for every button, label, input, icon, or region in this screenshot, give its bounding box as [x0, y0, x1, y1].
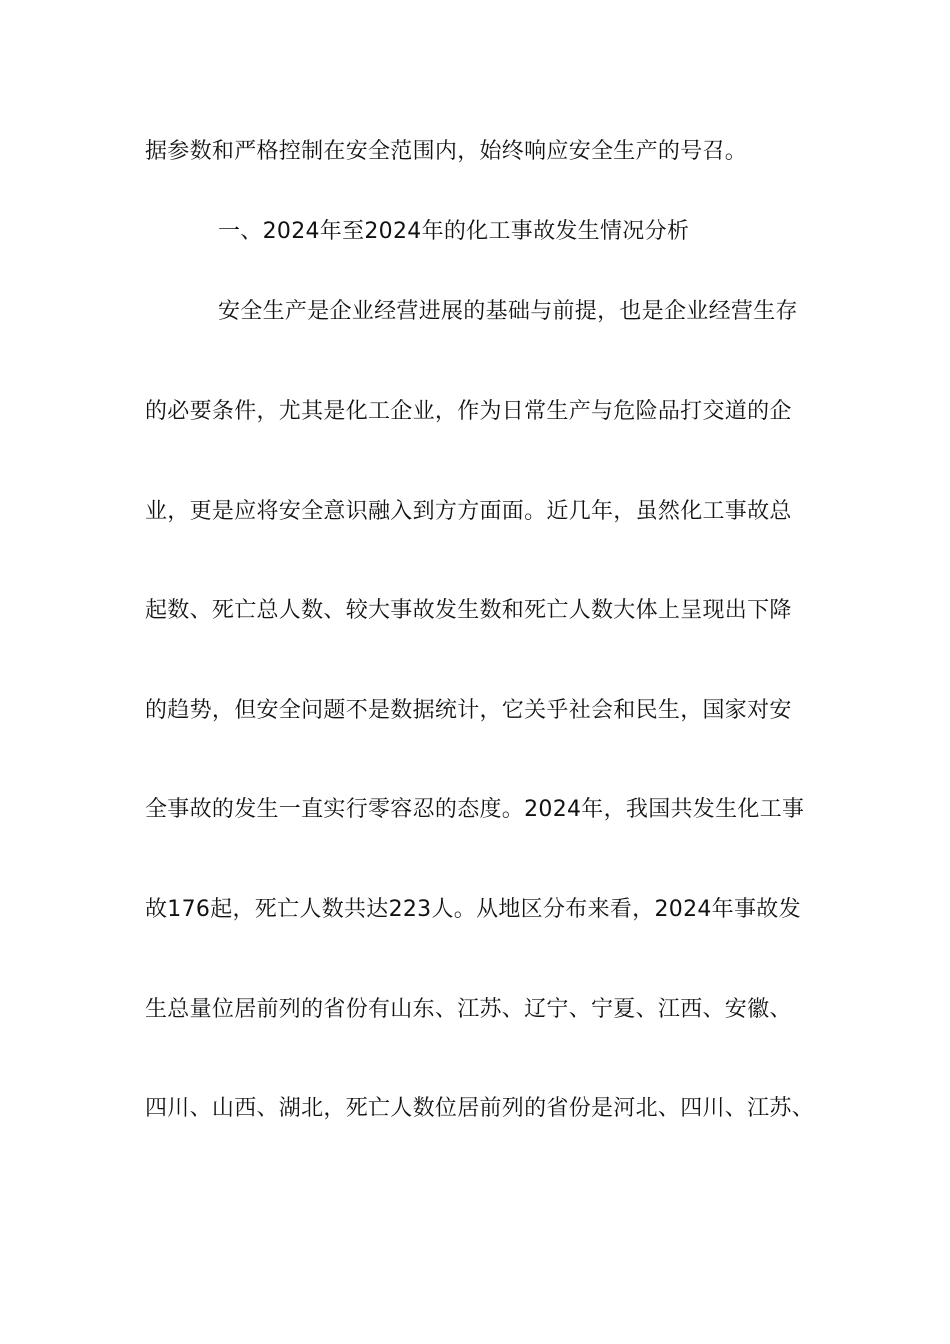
- paragraph-line: 据参数和严格控制在安全范围内，始终响应安全生产的号召。: [145, 139, 748, 164]
- paragraph-line: 生总量位居前列的省份有山东、江苏、辽宁、宁夏、江西、安徽、: [145, 997, 792, 1022]
- paragraph-line: 业，更是应将安全意识融入到方方面面。近几年，虽然化工事故总: [145, 499, 792, 524]
- paragraph-line: 的趋势，但安全问题不是数据统计，它关乎社会和民生，国家对安: [145, 698, 792, 723]
- paragraph-line: 安全生产是企业经营进展的基础与前提，也是企业经营生存: [218, 299, 798, 324]
- paragraph-line: 故176起，死亡人数共达223人。从地区分布来看，2024年事故发: [145, 897, 801, 922]
- paragraph-line: 四川、山西、湖北，死亡人数位居前列的省份是河北、四川、江苏、: [145, 1096, 815, 1121]
- paragraph-line: 全事故的发生一直实行零容忍的态度。2024年，我国共发生化工事: [145, 797, 805, 822]
- paragraph-line: 起数、死亡总人数、较大事故发生数和死亡人数大体上呈现出下降: [145, 598, 792, 623]
- paragraph-line: 的必要条件，尤其是化工企业，作为日常生产与危险品打交道的企: [145, 399, 792, 424]
- section-heading: 一、2024年至2024年的化工事故发生情况分析: [218, 219, 690, 244]
